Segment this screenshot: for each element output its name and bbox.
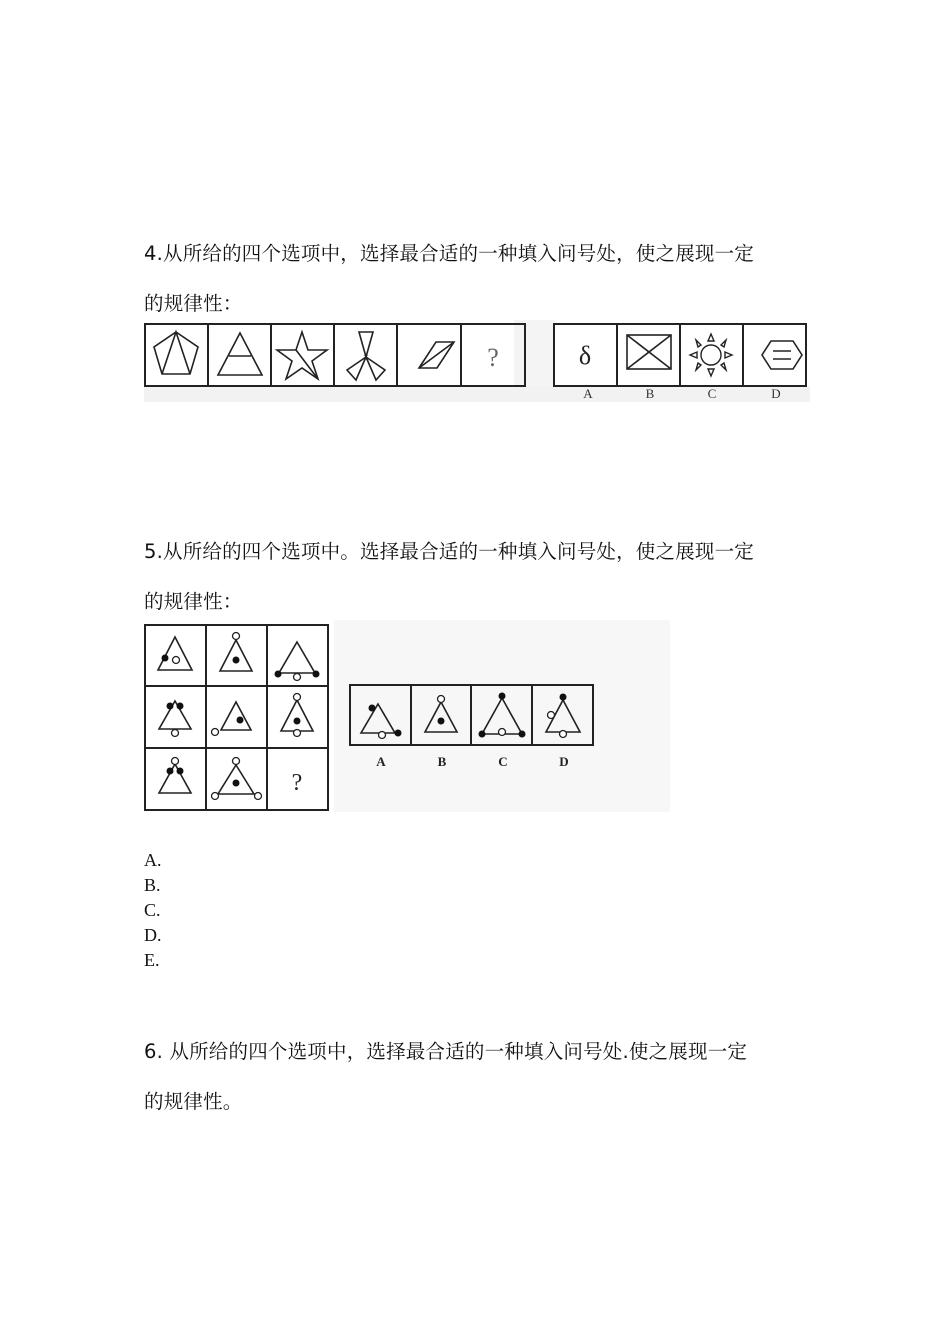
parallelogram-figure: [419, 342, 454, 368]
answer-option-a[interactable]: A.: [144, 850, 162, 870]
question-5-figure: [144, 620, 670, 812]
question-6-text-line1: 6. 从所给的四个选项中，选择最合适的一种填入问号处.使之展现一定: [144, 1040, 748, 1063]
answer-option-d[interactable]: D.: [144, 925, 162, 945]
question-5-text-line1: 5.从所给的四个选项中。选择最合适的一种填入问号处，使之展现一定: [144, 540, 755, 563]
answer-option-b[interactable]: B.: [144, 875, 161, 895]
question-4-text-line2: 的规律性：: [144, 292, 243, 315]
pentagon-figure: [154, 332, 198, 374]
hexagon-figure: [762, 341, 802, 369]
option-label-c: C: [707, 386, 717, 401]
envelope-figure: [627, 335, 671, 369]
question-5-answer-options: [144, 848, 162, 973]
question-mark: ?: [291, 770, 303, 796]
option-label-d: D: [771, 386, 781, 401]
option-label-a: A: [376, 754, 386, 769]
answer-option-e[interactable]: E.: [144, 950, 160, 970]
question-6-text-line2: 的规律性。: [144, 1090, 243, 1113]
question-mark: ?: [487, 343, 499, 372]
propeller-figure: [347, 332, 385, 380]
option-label-a: A: [583, 386, 593, 401]
sun-figure: [690, 334, 732, 376]
question-5-text-line2: 的规律性：: [144, 590, 243, 613]
option-label-c: C: [498, 754, 508, 769]
delta-glyph: δ: [578, 341, 592, 370]
answer-option-c[interactable]: C.: [144, 900, 161, 920]
question-4-text-line1: 4.从所给的四个选项中，选择最合适的一种填入问号处，使之展现一定: [144, 242, 755, 265]
option-label-b: B: [437, 754, 447, 769]
triangle-figure: [218, 333, 262, 375]
option-label-d: D: [559, 754, 569, 769]
star-figure: [277, 332, 327, 379]
option-label-b: B: [645, 386, 655, 401]
question-4-figure: [144, 320, 810, 404]
